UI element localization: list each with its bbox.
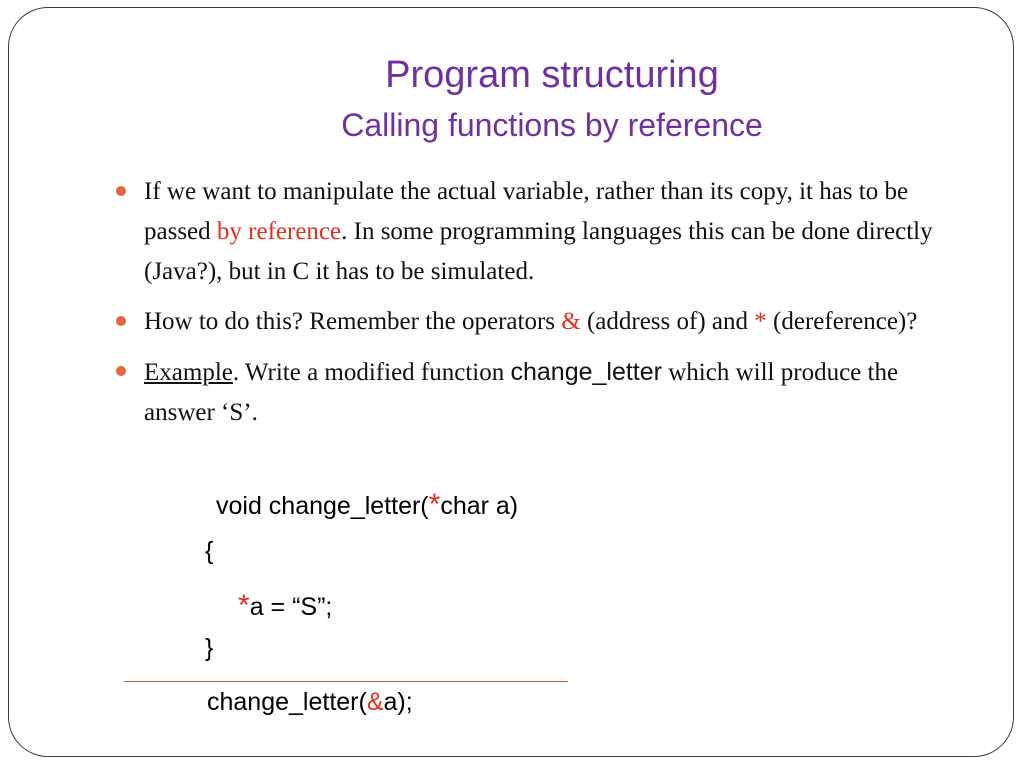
code-line-1-post: char a) [440, 492, 519, 520]
code-line-3-post: a = “S”; [249, 593, 333, 621]
bullet-2-text-b: (address of) and [580, 308, 755, 335]
code-line-1-pre: void change_letter( [216, 492, 429, 520]
code-line-5-post: a); [383, 688, 413, 716]
bullet-list [144, 172, 974, 443]
code-line-2: { [205, 537, 214, 565]
code-line-4: } [205, 634, 214, 662]
bullet-1-text-b: . In some programming languages this can be done directly (Java?), but in C it has to be simulated. [144, 218, 933, 285]
code-line-5-amp: & [366, 688, 384, 716]
bullet-dot-icon [116, 186, 126, 196]
bullet-1-highlight: by reference [216, 218, 342, 245]
slide-title: Program structuring [385, 54, 719, 96]
bullet-item-2 [144, 302, 974, 342]
code-line-3 [238, 589, 332, 623]
bullet-item-3 [144, 352, 974, 433]
slide-subtitle: Calling functions by reference [341, 107, 763, 143]
code-line-1-star: * [428, 488, 441, 521]
code-line-3-star: * [238, 589, 250, 622]
bullet-3-function-name: change_letter [510, 358, 662, 386]
bullet-2-text-a: How to do this? Remember the operators [144, 308, 562, 335]
bullet-dot-icon [116, 366, 126, 376]
bullet-item-1 [144, 172, 974, 292]
bullet-3-example-label: Example [144, 359, 233, 386]
bullet-1-text-a: If we want to manipulate the actual variable, rather than its copy, it has to be passed [144, 178, 909, 245]
bullet-3-text-a: . Write a modified function [232, 359, 511, 386]
separator-line [124, 681, 568, 682]
bullet-2-text-c: (dereference)? [766, 308, 918, 335]
bullet-2-ampersand: & [561, 308, 581, 335]
code-line-5-pre: change_letter( [207, 688, 367, 716]
bullet-dot-icon [116, 316, 126, 326]
bullet-2-asterisk: * [754, 308, 767, 335]
code-line-1 [216, 488, 518, 522]
bullet-3-text-b: which will produce the answer ‘S’. [144, 359, 899, 426]
code-line-5 [207, 688, 413, 717]
